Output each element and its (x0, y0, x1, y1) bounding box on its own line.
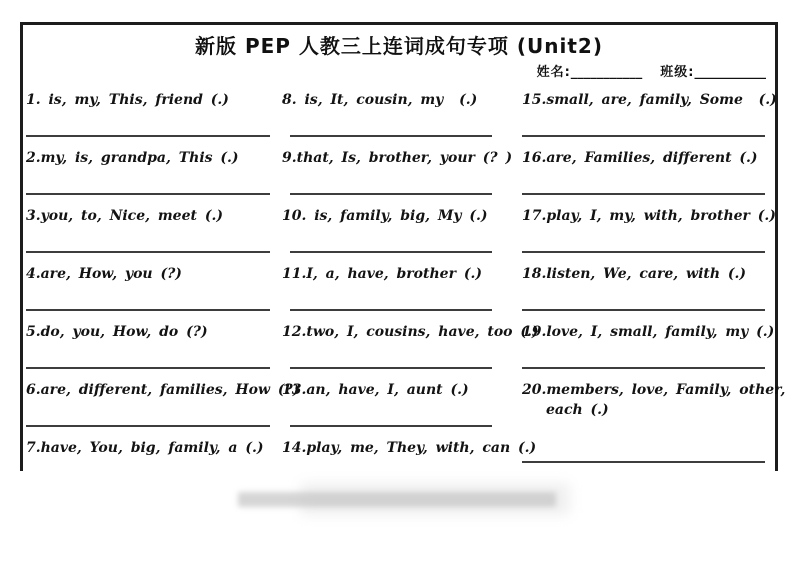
exercise-item-text-block (282, 148, 520, 168)
name-blank: ___________ (570, 65, 643, 80)
exercise-item-text: 18.listen, We, care, with (.) (522, 266, 747, 282)
exercise-item-text: 15.small, are, family, Some (.) (522, 92, 777, 108)
answer-line (26, 367, 270, 369)
exercise-item-text: 8. is, It, cousin, my (.) (282, 92, 478, 108)
exercise-item-text: 13.an, have, I, aunt (.) (282, 382, 469, 398)
exercise-item-text: 10. is, family, big, My (.) (282, 208, 488, 224)
exercise-item-text-block (282, 206, 520, 226)
answer-line (522, 135, 765, 137)
exercise-item-text-block (522, 90, 777, 110)
exercise-item-text-block (26, 90, 280, 110)
name-label: 姓名: (536, 65, 571, 80)
exercise-item-text-block (26, 264, 280, 284)
worksheet-title: 新版 PEP 人教三上连词成句专项 (Unit2) (195, 34, 603, 58)
exercise-item-text-block (26, 322, 280, 342)
exercise-item (520, 202, 776, 260)
exercise-item-text: 11.I, a, have, brother (.) (282, 266, 482, 282)
exercise-item-text: 5.do, you, How, do (?) (26, 324, 208, 340)
exercise-item (280, 202, 520, 260)
answer-line (290, 251, 492, 253)
exercise-item (280, 86, 520, 144)
exercise-item-text-block (26, 148, 280, 168)
exercise-item-text: 3.you, to, Nice, meet (.) (26, 208, 223, 224)
exercise-item (520, 260, 772, 318)
exercise-item-text: 9.that, Is, brother, your (? ) (282, 150, 513, 166)
answer-line (522, 461, 765, 463)
exercise-item (24, 144, 280, 202)
answer-line (26, 425, 270, 427)
exercise-item-text-block (282, 264, 520, 284)
answer-line (290, 425, 492, 427)
exercise-item (280, 434, 537, 478)
answer-line (290, 367, 492, 369)
exercise-item-text-continued: each (.) (546, 402, 609, 419)
exercise-item (24, 202, 280, 260)
exercise-item-text-block (522, 322, 775, 342)
answer-line (26, 251, 270, 253)
exercise-item (24, 434, 280, 478)
exercise-column-3 (520, 86, 786, 478)
exercise-item (24, 86, 280, 144)
exercise-item-text-block (522, 206, 776, 226)
watermark-blur (238, 492, 556, 507)
exercise-item (24, 318, 280, 376)
exercise-column-1 (24, 86, 300, 478)
exercise-item-text: 20.members, love, Family, other, (522, 382, 786, 398)
exercise-grid (24, 86, 786, 478)
class-label: 班级: (660, 65, 695, 80)
exercise-item (24, 260, 280, 318)
answer-line (290, 309, 492, 311)
exercise-item-text: 2.my, is, grandpa, This (.) (26, 150, 239, 166)
name-class-row (537, 61, 766, 80)
exercise-item-text: 6.are, different, families, How (?) (26, 382, 300, 398)
answer-line (26, 309, 270, 311)
exercise-item (280, 260, 520, 318)
exercise-item (520, 318, 775, 376)
exercise-item-text: 12.two, I, cousins, have, too (.) (282, 324, 539, 340)
exercise-item-text-block (282, 380, 520, 400)
exercise-item-text-block (26, 206, 280, 226)
exercise-item (24, 376, 300, 434)
exercise-item-text: 14.play, me, They, with, can (.) (282, 440, 537, 456)
exercise-item (280, 318, 539, 376)
answer-line (522, 251, 765, 253)
exercise-column-2 (280, 86, 539, 478)
watermark-blur-halo (300, 483, 570, 515)
exercise-item-text-block (282, 438, 537, 458)
class-blank: ___________ (694, 65, 766, 80)
exercise-item-text-block (282, 90, 520, 110)
exercise-item-text-block (26, 380, 300, 400)
exercise-item (520, 376, 786, 470)
exercise-item-text-block (282, 322, 539, 342)
exercise-item (520, 144, 772, 202)
exercise-item (280, 144, 520, 202)
exercise-item-text: 1. is, my, This, friend (.) (26, 92, 229, 108)
answer-line (522, 309, 765, 311)
exercise-item-text: 4.are, How, you (?) (26, 266, 182, 282)
exercise-item-text-block (522, 264, 772, 284)
exercise-item-text: 17.play, I, my, with, brother (.) (522, 208, 776, 224)
exercise-item (280, 376, 520, 434)
exercise-item-text-block (26, 438, 280, 458)
exercise-item-text: 7.have, You, big, family, a (.) (26, 440, 264, 456)
answer-line (290, 193, 492, 195)
exercise-item-text-block (522, 380, 786, 421)
answer-line (522, 193, 765, 195)
answer-line (26, 135, 270, 137)
exercise-item (520, 86, 777, 144)
answer-line (26, 193, 270, 195)
exercise-item-text: 16.are, Families, different (.) (522, 150, 758, 166)
exercise-item-text-block (522, 148, 772, 168)
exercise-item-text: 19.love, I, small, family, my (.) (522, 324, 775, 340)
answer-line (522, 367, 765, 369)
answer-line (290, 135, 492, 137)
